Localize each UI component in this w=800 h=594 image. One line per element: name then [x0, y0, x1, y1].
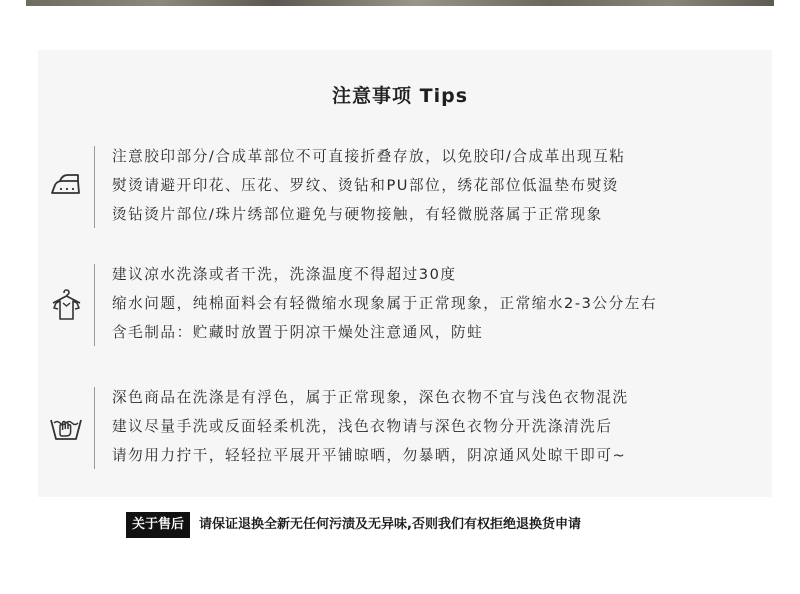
- tip-line: 建议凉水洗涤或者干洗，洗涤温度不得超过30度: [112, 266, 457, 283]
- product-photo-edge: [26, 0, 774, 6]
- tip-line: 建议尽量手洗或反面轻柔机洗，浅色衣物请与深色衣物分开洗涤清洗后: [112, 418, 613, 435]
- section-divider: [94, 264, 95, 346]
- section-divider: [94, 146, 95, 228]
- tip-line: 缩水问题，纯棉面料会有轻微缩水现象属于正常现象，正常缩水2-3公分左右: [112, 295, 658, 312]
- shirt-hanger-icon: [48, 287, 84, 323]
- hand-wash-icon: [48, 408, 84, 444]
- after-sales-text: 请保证退换全新无任何污渍及无异味,否则我们有权拒绝退换货申请: [199, 517, 581, 532]
- tip-line: 深色商品在洗涤是有浮色，属于正常现象，深色衣物不宜与浅色衣物混洗: [112, 389, 629, 406]
- after-sales-badge: 关于售后: [126, 512, 190, 538]
- tip-line: 请勿用力拧干，轻轻拉平展开平铺晾晒，勿暴晒，阴凉通风处晾干即可~: [112, 447, 627, 464]
- tip-line: 注意胶印部分/合成革部位不可直接折叠存放，以免胶印/合成革出现互粘: [112, 148, 626, 165]
- tip-line: 烫钻烫片部位/珠片绣部位避免与硬物接触，有轻微脱落属于正常现象: [112, 206, 603, 223]
- section-lines: [112, 142, 625, 229]
- section-lines: [112, 383, 629, 470]
- tip-line: 熨烫请避开印花、压花、罗纹、烫钻和PU部位，绣花部位低温垫布熨烫: [112, 177, 619, 194]
- iron-icon: [48, 167, 84, 203]
- section-lines: [112, 260, 657, 347]
- tip-line: 含毛制品：贮藏时放置于阴凉干燥处注意通风，防蛀: [112, 324, 484, 341]
- page-title: 注意事项 Tips: [332, 85, 468, 107]
- section-divider: [94, 387, 95, 469]
